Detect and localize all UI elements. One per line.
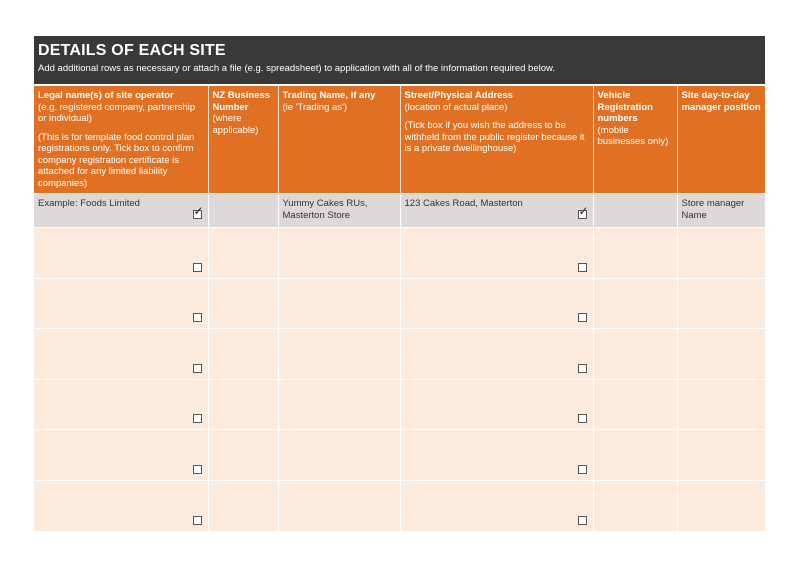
column-header-operator [34, 86, 208, 194]
cell-manager[interactable] [677, 278, 765, 329]
column-header-vehicle [593, 86, 677, 194]
cell-vehicle[interactable] [593, 228, 677, 279]
cell-manager[interactable] [677, 430, 765, 481]
column-heading: Street/Physical Address [404, 90, 513, 101]
site-details-table [34, 86, 765, 531]
cell-vehicle[interactable] [593, 430, 677, 481]
column-note: (mobile businesses only) [597, 124, 669, 147]
cell-trading-name[interactable] [278, 329, 400, 380]
cell-vehicle[interactable] [593, 329, 677, 380]
cell-operator[interactable] [34, 379, 208, 430]
cell-trading-name[interactable] [278, 278, 400, 329]
cell-operator[interactable] [34, 430, 208, 481]
cell-address[interactable] [400, 228, 593, 279]
column-heading: Site day-to-day manager position [681, 90, 761, 113]
cell-trading-name[interactable] [278, 379, 400, 430]
column-note: (where applicable) [212, 113, 259, 136]
cell-vehicle[interactable] [593, 480, 677, 531]
cell-trading-name[interactable]: Yummy Cakes RUs, Masterton Store [278, 194, 400, 228]
company-certificate-checkbox[interactable] [193, 313, 202, 322]
cell-address[interactable] [400, 278, 593, 329]
column-note-extra: (Tick box if you wish the address to be withheld from the public register because it is a private dwellinghouse) [404, 120, 585, 154]
cell-nzbn[interactable] [208, 430, 278, 481]
column-header-manager [677, 86, 765, 194]
column-header-address [400, 86, 593, 194]
cell-trading-name[interactable] [278, 480, 400, 531]
withhold-address-checkbox[interactable] [578, 414, 587, 423]
withhold-address-checkbox[interactable] [578, 263, 587, 272]
cell-manager[interactable]: Store manager Name [677, 194, 765, 228]
column-header-trading-name [278, 86, 400, 194]
cell-operator[interactable] [34, 228, 208, 279]
cell-nzbn[interactable] [208, 194, 278, 228]
cell-trading-name[interactable] [278, 430, 400, 481]
company-certificate-checkbox[interactable] [193, 465, 202, 474]
table-row [34, 228, 765, 279]
cell-address[interactable] [400, 329, 593, 380]
cell-manager[interactable] [677, 480, 765, 531]
section-title: DETAILS OF EACH SITE [38, 42, 226, 59]
cell-trading-name[interactable] [278, 228, 400, 279]
withhold-address-checkbox[interactable] [578, 364, 587, 373]
table-row [34, 329, 765, 380]
cell-operator[interactable] [34, 480, 208, 531]
company-certificate-checkbox[interactable] [193, 516, 202, 525]
withhold-address-checkbox[interactable] [578, 210, 587, 219]
cell-operator[interactable] [34, 194, 208, 228]
cell-manager[interactable] [677, 228, 765, 279]
company-certificate-checkbox[interactable] [193, 263, 202, 272]
cell-nzbn[interactable] [208, 480, 278, 531]
withhold-address-checkbox[interactable] [578, 465, 587, 474]
cell-nzbn[interactable] [208, 228, 278, 279]
section-instructions: Add additional rows as necessary or attach a file (e.g. spreadsheet) to application with all of the information required below. [38, 63, 555, 74]
cell-address[interactable] [400, 430, 593, 481]
cell-address[interactable] [400, 194, 593, 228]
example-row [34, 194, 765, 228]
column-heading: Vehicle Registration numbers [597, 90, 653, 124]
company-certificate-checkbox[interactable] [193, 210, 202, 219]
cell-address[interactable] [400, 480, 593, 531]
cell-manager[interactable] [677, 329, 765, 380]
table-row [34, 278, 765, 329]
cell-operator[interactable] [34, 329, 208, 380]
column-note-extra: (This is for template food control plan registrations only. Tick box to confirm company registration certificate is attached for any limited liability companies) [38, 131, 195, 189]
cell-vehicle[interactable] [593, 379, 677, 430]
company-certificate-checkbox[interactable] [193, 414, 202, 423]
column-note: (location of actual place) [404, 101, 508, 113]
column-note: (ie 'Trading as') [282, 101, 348, 113]
withhold-address-checkbox[interactable] [578, 313, 587, 322]
cell-nzbn[interactable] [208, 278, 278, 329]
cell-nzbn[interactable] [208, 379, 278, 430]
cell-text: 123 Cakes Road, Masterton [404, 198, 523, 209]
company-certificate-checkbox[interactable] [193, 364, 202, 373]
section-banner [34, 36, 765, 84]
column-heading: Legal name(s) of site operator [38, 90, 174, 101]
column-header-nzbn [208, 86, 278, 194]
table-row [34, 430, 765, 481]
cell-address[interactable] [400, 379, 593, 430]
cell-nzbn[interactable] [208, 329, 278, 380]
table-row [34, 480, 765, 531]
withhold-address-checkbox[interactable] [578, 516, 587, 525]
table-header-row [34, 86, 765, 194]
cell-vehicle[interactable] [593, 194, 677, 228]
cell-manager[interactable] [677, 379, 765, 430]
cell-operator[interactable] [34, 278, 208, 329]
column-note: (e.g. registered company, partnership or individual) [38, 101, 196, 124]
cell-text: Example: Foods Limited [38, 198, 140, 209]
cell-vehicle[interactable] [593, 278, 677, 329]
column-heading: Trading Name, if any [282, 90, 376, 101]
table-row [34, 379, 765, 430]
column-heading: NZ Business Number [212, 90, 271, 113]
